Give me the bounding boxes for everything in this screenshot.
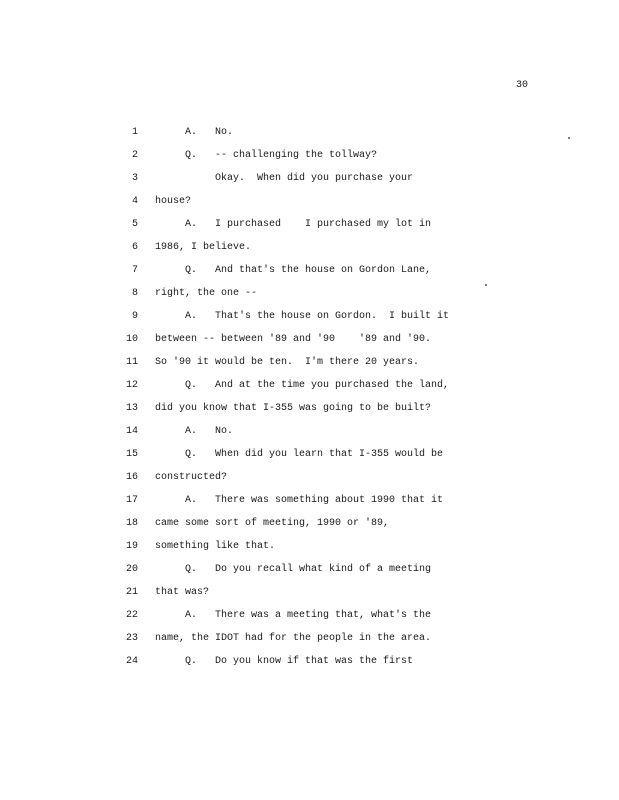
line-number: 22 xyxy=(125,610,138,621)
line-text: A. I purchased I purchased my lot in xyxy=(155,219,432,230)
line-number: 4 xyxy=(131,196,138,207)
transcript-line xyxy=(0,609,619,623)
line-text: name, the IDOT had for the people in the area. xyxy=(155,633,432,644)
line-number: 23 xyxy=(125,633,138,644)
line-number: 9 xyxy=(131,311,138,322)
line-text: came some sort of meeting, 1990 or '89, xyxy=(155,518,390,529)
transcript-line xyxy=(0,379,619,393)
line-text: A. No. xyxy=(155,426,234,437)
transcript-line xyxy=(0,126,619,140)
transcript-line xyxy=(0,333,619,347)
line-number: 2 xyxy=(131,150,138,161)
transcript-line xyxy=(0,264,619,278)
line-text: did you know that I-355 was going to be built? xyxy=(155,403,432,414)
line-number: 18 xyxy=(125,518,138,529)
transcript-line xyxy=(0,448,619,462)
line-text: A. No. xyxy=(155,127,234,138)
line-number: 7 xyxy=(131,265,138,276)
line-number: 1 xyxy=(131,127,138,138)
line-number: 21 xyxy=(125,587,138,598)
transcript-line xyxy=(0,586,619,600)
transcript-line xyxy=(0,195,619,209)
transcript-line xyxy=(0,218,619,232)
transcript-line xyxy=(0,149,619,163)
transcript-line xyxy=(0,310,619,324)
line-number: 17 xyxy=(125,495,138,506)
transcript-line xyxy=(0,425,619,439)
line-text: Q. Do you recall what kind of a meeting xyxy=(155,564,432,575)
line-text: So '90 it would be ten. I'm there 20 years. xyxy=(155,357,420,368)
line-text: Q. And at the time you purchased the land, xyxy=(155,380,450,391)
line-number: 5 xyxy=(131,219,138,230)
line-number: 15 xyxy=(125,449,138,460)
line-number: 20 xyxy=(125,564,138,575)
transcript-line xyxy=(0,402,619,416)
line-text: Q. -- challenging the tollway? xyxy=(155,150,378,161)
transcript-line xyxy=(0,517,619,531)
line-text: A. There was a meeting that, what's the xyxy=(155,610,432,621)
line-number: 12 xyxy=(125,380,138,391)
line-text: A. That's the house on Gordon. I built it xyxy=(155,311,450,322)
scan-speck xyxy=(485,284,487,286)
line-text: Q. When did you learn that I-355 would be xyxy=(155,449,444,460)
line-text: 1986, I believe. xyxy=(155,242,252,253)
transcript-line xyxy=(0,655,619,669)
line-text: Q. And that's the house on Gordon Lane, xyxy=(155,265,432,276)
line-text: between -- between '89 and '90 '89 and '90. xyxy=(155,334,432,345)
line-number: 14 xyxy=(125,426,138,437)
scan-speck xyxy=(568,137,570,139)
transcript-line xyxy=(0,540,619,554)
line-text: house? xyxy=(155,196,192,207)
line-number: 8 xyxy=(131,288,138,299)
line-text: that was? xyxy=(155,587,210,598)
transcript-line xyxy=(0,494,619,508)
line-number: 3 xyxy=(131,173,138,184)
line-number: 13 xyxy=(125,403,138,414)
line-text: Okay. When did you purchase your xyxy=(155,173,414,184)
transcript-line xyxy=(0,287,619,301)
line-text: Q. Do you know if that was the first xyxy=(155,656,414,667)
line-number: 16 xyxy=(125,472,138,483)
line-number: 10 xyxy=(125,334,138,345)
transcript-line xyxy=(0,471,619,485)
line-text: right, the one -- xyxy=(155,288,258,299)
transcript-line xyxy=(0,172,619,186)
line-number: 6 xyxy=(131,242,138,253)
transcript-line xyxy=(0,632,619,646)
line-text: A. There was something about 1990 that it xyxy=(155,495,444,506)
line-number: 24 xyxy=(125,656,138,667)
line-number: 11 xyxy=(125,357,138,368)
page-number: 30 xyxy=(515,80,528,91)
transcript-line xyxy=(0,241,619,255)
line-text: something like that. xyxy=(155,541,276,552)
line-number: 19 xyxy=(125,541,138,552)
transcript-line xyxy=(0,356,619,370)
transcript-line xyxy=(0,563,619,577)
line-text: constructed? xyxy=(155,472,228,483)
